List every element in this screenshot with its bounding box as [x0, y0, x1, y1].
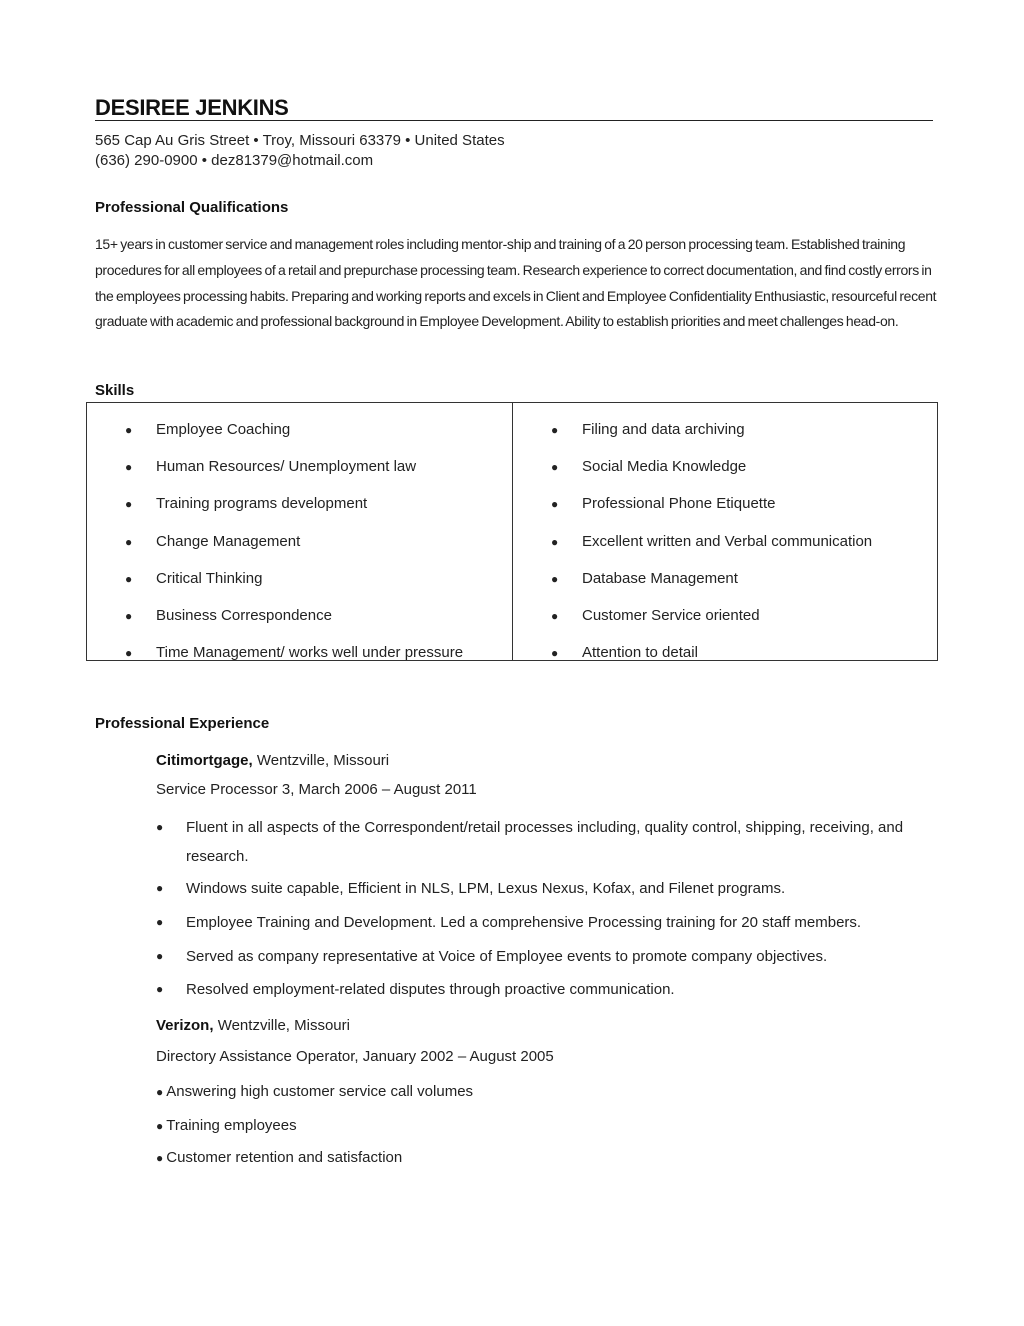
qualifications-text: 15+ years in customer service and management roles including mentor-ship and training of a 20 person processing team. Established training procedures for all employees of a retail and prepurchase processing team. Research experience to correct documentation, and find costly errors in the employees processing habits. Preparing and working reports and excels in Client and Employee Confidentiality Enthusiastic, resourceful recent graduate with academic and professional background in Employee Development. Ability to establish priorities and meet challenges head-on. — [95, 236, 937, 330]
bullet-icon: ● — [156, 1119, 164, 1133]
skill-item: ● Excellent written and Verbal communication — [513, 531, 937, 568]
bullet-icon: ● — [551, 646, 559, 661]
candidate-name: DESIREE JENKINS — [95, 95, 289, 120]
bullet-icon: ● — [551, 423, 559, 437]
skill-item: ● Filing and data archiving — [513, 419, 937, 456]
skill-item: ● Professional Phone Etiquette — [513, 493, 937, 530]
experience-item: ● Customer retention and satisfaction — [156, 1149, 403, 1166]
bullet-icon: ● — [156, 1151, 164, 1165]
company-line — [156, 752, 389, 769]
skills-table — [86, 402, 938, 661]
bullet-icon: ● — [125, 497, 133, 512]
phone-email-line: (636) 290-0900 • dez81379@hotmail.com — [95, 152, 374, 169]
name-divider — [95, 120, 933, 121]
skill-item: ● Business Correspondence — [87, 605, 512, 642]
bullet-icon: ● — [125, 608, 133, 623]
skills-column-right — [513, 419, 937, 679]
bullet-icon: ● — [551, 571, 559, 586]
bullet-icon: ● — [156, 915, 164, 929]
company-name: Verizon, — [156, 1017, 214, 1034]
bullet-icon: ● — [125, 423, 133, 437]
experience-item: ● Windows suite capable, Efficient in NLS, LPM, Lexus Nexus, Kofax, and Filenet programs. — [156, 874, 946, 903]
bullet-icon: ● — [125, 534, 133, 549]
bullet-icon: ● — [551, 534, 559, 549]
company-line — [156, 1017, 350, 1034]
job-title: Service Processor 3, March 2006 – August 2011 — [156, 781, 477, 798]
bullet-icon: ● — [156, 949, 164, 963]
qualifications-heading: Professional Qualifications — [95, 199, 289, 216]
company-location: Wentzville, Missouri — [217, 1017, 350, 1034]
skill-item: ● Change Management — [87, 531, 512, 568]
skills-heading: Skills — [95, 382, 135, 399]
skills-column-left — [87, 419, 512, 679]
experience-item: ● Training employees — [156, 1117, 297, 1134]
bullet-icon: ● — [551, 608, 559, 623]
bullet-icon: ● — [156, 881, 164, 895]
skill-item: ● Employee Coaching — [87, 419, 512, 456]
skill-item: ● Human Resources/ Unemployment law — [87, 456, 512, 493]
bullet-icon: ● — [125, 571, 133, 586]
bullet-icon: ● — [156, 982, 164, 996]
experience-item: ● Answering high customer service call volumes — [156, 1083, 474, 1100]
bullet-icon: ● — [156, 820, 164, 834]
skill-item: ● Training programs development — [87, 493, 512, 530]
bullet-icon: ● — [551, 497, 559, 512]
skill-item: ● Customer Service oriented — [513, 605, 937, 642]
experience-item: ● Resolved employment-related disputes through proactive communication. — [156, 975, 946, 1004]
job-title: Directory Assistance Operator, January 2002 – August 2005 — [156, 1048, 554, 1065]
company-location: Wentzville, Missouri — [256, 752, 390, 769]
experience-item: ● Fluent in all aspects of the Correspondent/retail processes including, quality control, shipping, receiving, and research. — [156, 813, 946, 871]
contact-block — [95, 131, 505, 171]
skill-item: ● Attention to detail — [513, 642, 937, 679]
address-line: 565 Cap Au Gris Street • Troy, Missouri 63379 • United States — [95, 132, 505, 149]
bullet-icon: ● — [125, 646, 133, 661]
experience-heading: Professional Experience — [95, 715, 270, 732]
experience-item: ● Employee Training and Development. Led a comprehensive Processing training for 20 staff members. — [156, 908, 946, 937]
bullet-icon: ● — [551, 460, 559, 475]
bullet-icon: ● — [156, 1085, 164, 1099]
experience-item: ● Served as company representative at Voice of Employee events to promote company objectives. — [156, 942, 946, 971]
skill-item: ● Time Management/ works well under pressure — [87, 642, 512, 679]
skill-item: ● Database Management — [513, 568, 937, 605]
bullet-icon: ● — [125, 460, 133, 475]
skill-item: ● Critical Thinking — [87, 568, 512, 605]
skill-item: ● Social Media Knowledge — [513, 456, 937, 493]
company-name: Citimortgage, — [156, 752, 253, 769]
